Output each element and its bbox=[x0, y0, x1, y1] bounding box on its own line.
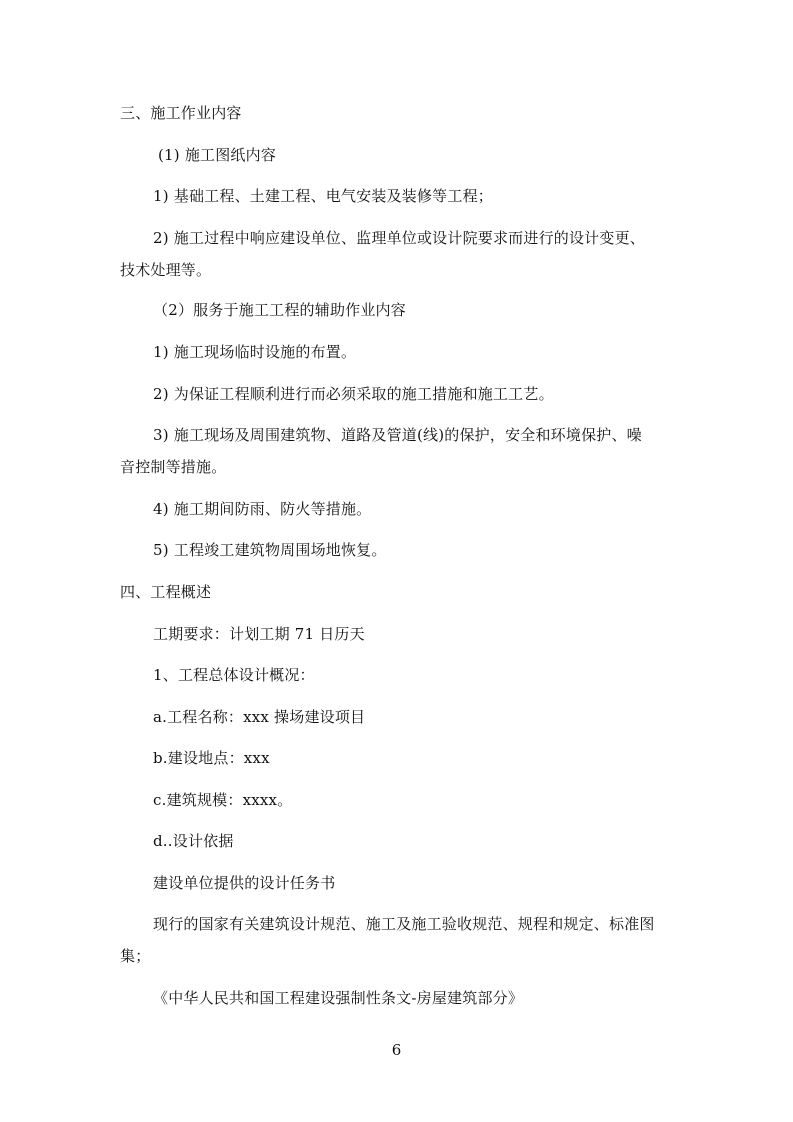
list-item-continuation: 音控制等措施。 bbox=[120, 458, 227, 476]
subsection-1-title: (1) 施工图纸内容 bbox=[158, 146, 277, 164]
list-item: d..设计依据 bbox=[153, 832, 234, 850]
list-item: 4) 施工期间防雨、防火等措施。 bbox=[153, 500, 372, 518]
section-3-heading: 三、施工作业内容 bbox=[120, 104, 242, 122]
design-basis-item: 建设单位提供的设计任务书 bbox=[153, 874, 336, 892]
design-basis-item: 《中华人民共和国工程建设强制性条文-房屋建筑部分》 bbox=[153, 989, 524, 1007]
list-item: 2) 施工过程中响应建设单位、监理单位或设计院要求而进行的设计变更、 bbox=[153, 229, 645, 247]
design-basis-continuation: 集； bbox=[120, 947, 151, 965]
overview-title: 1、工程总体设计概况： bbox=[153, 666, 315, 684]
subsection-2-title: （2）服务于施工工程的辅助作业内容 bbox=[153, 301, 406, 319]
list-item: 1) 基础工程、土建工程、电气安装及装修等工程； bbox=[153, 187, 493, 205]
list-item: c.建筑规模：xxxx。 bbox=[153, 791, 293, 809]
list-item: 5) 工程竣工建筑物周围场地恢复。 bbox=[153, 541, 387, 559]
page-number: 6 bbox=[391, 1041, 402, 1059]
schedule-requirement: 工期要求：计划工期 71 日历天 bbox=[153, 625, 365, 643]
list-item-continuation: 技术处理等。 bbox=[120, 261, 212, 279]
list-item: a.工程名称：xxx 操场建设项目 bbox=[153, 708, 366, 726]
list-item: 2) 为保证工程顺利进行而必须采取的施工措施和施工工艺。 bbox=[153, 385, 554, 403]
list-item: 3) 施工现场及周围建筑物、道路及管道(线)的保护，安全和环境保护、噪 bbox=[153, 426, 642, 444]
section-4-heading: 四、工程概述 bbox=[120, 583, 212, 601]
list-item: b.建设地点：xxx bbox=[153, 749, 270, 767]
list-item: 1) 施工现场临时设施的布置。 bbox=[153, 343, 357, 361]
design-basis-item: 现行的国家有关建筑设计规范、施工及施工验收规范、规程和规定、标准图 bbox=[153, 915, 655, 933]
